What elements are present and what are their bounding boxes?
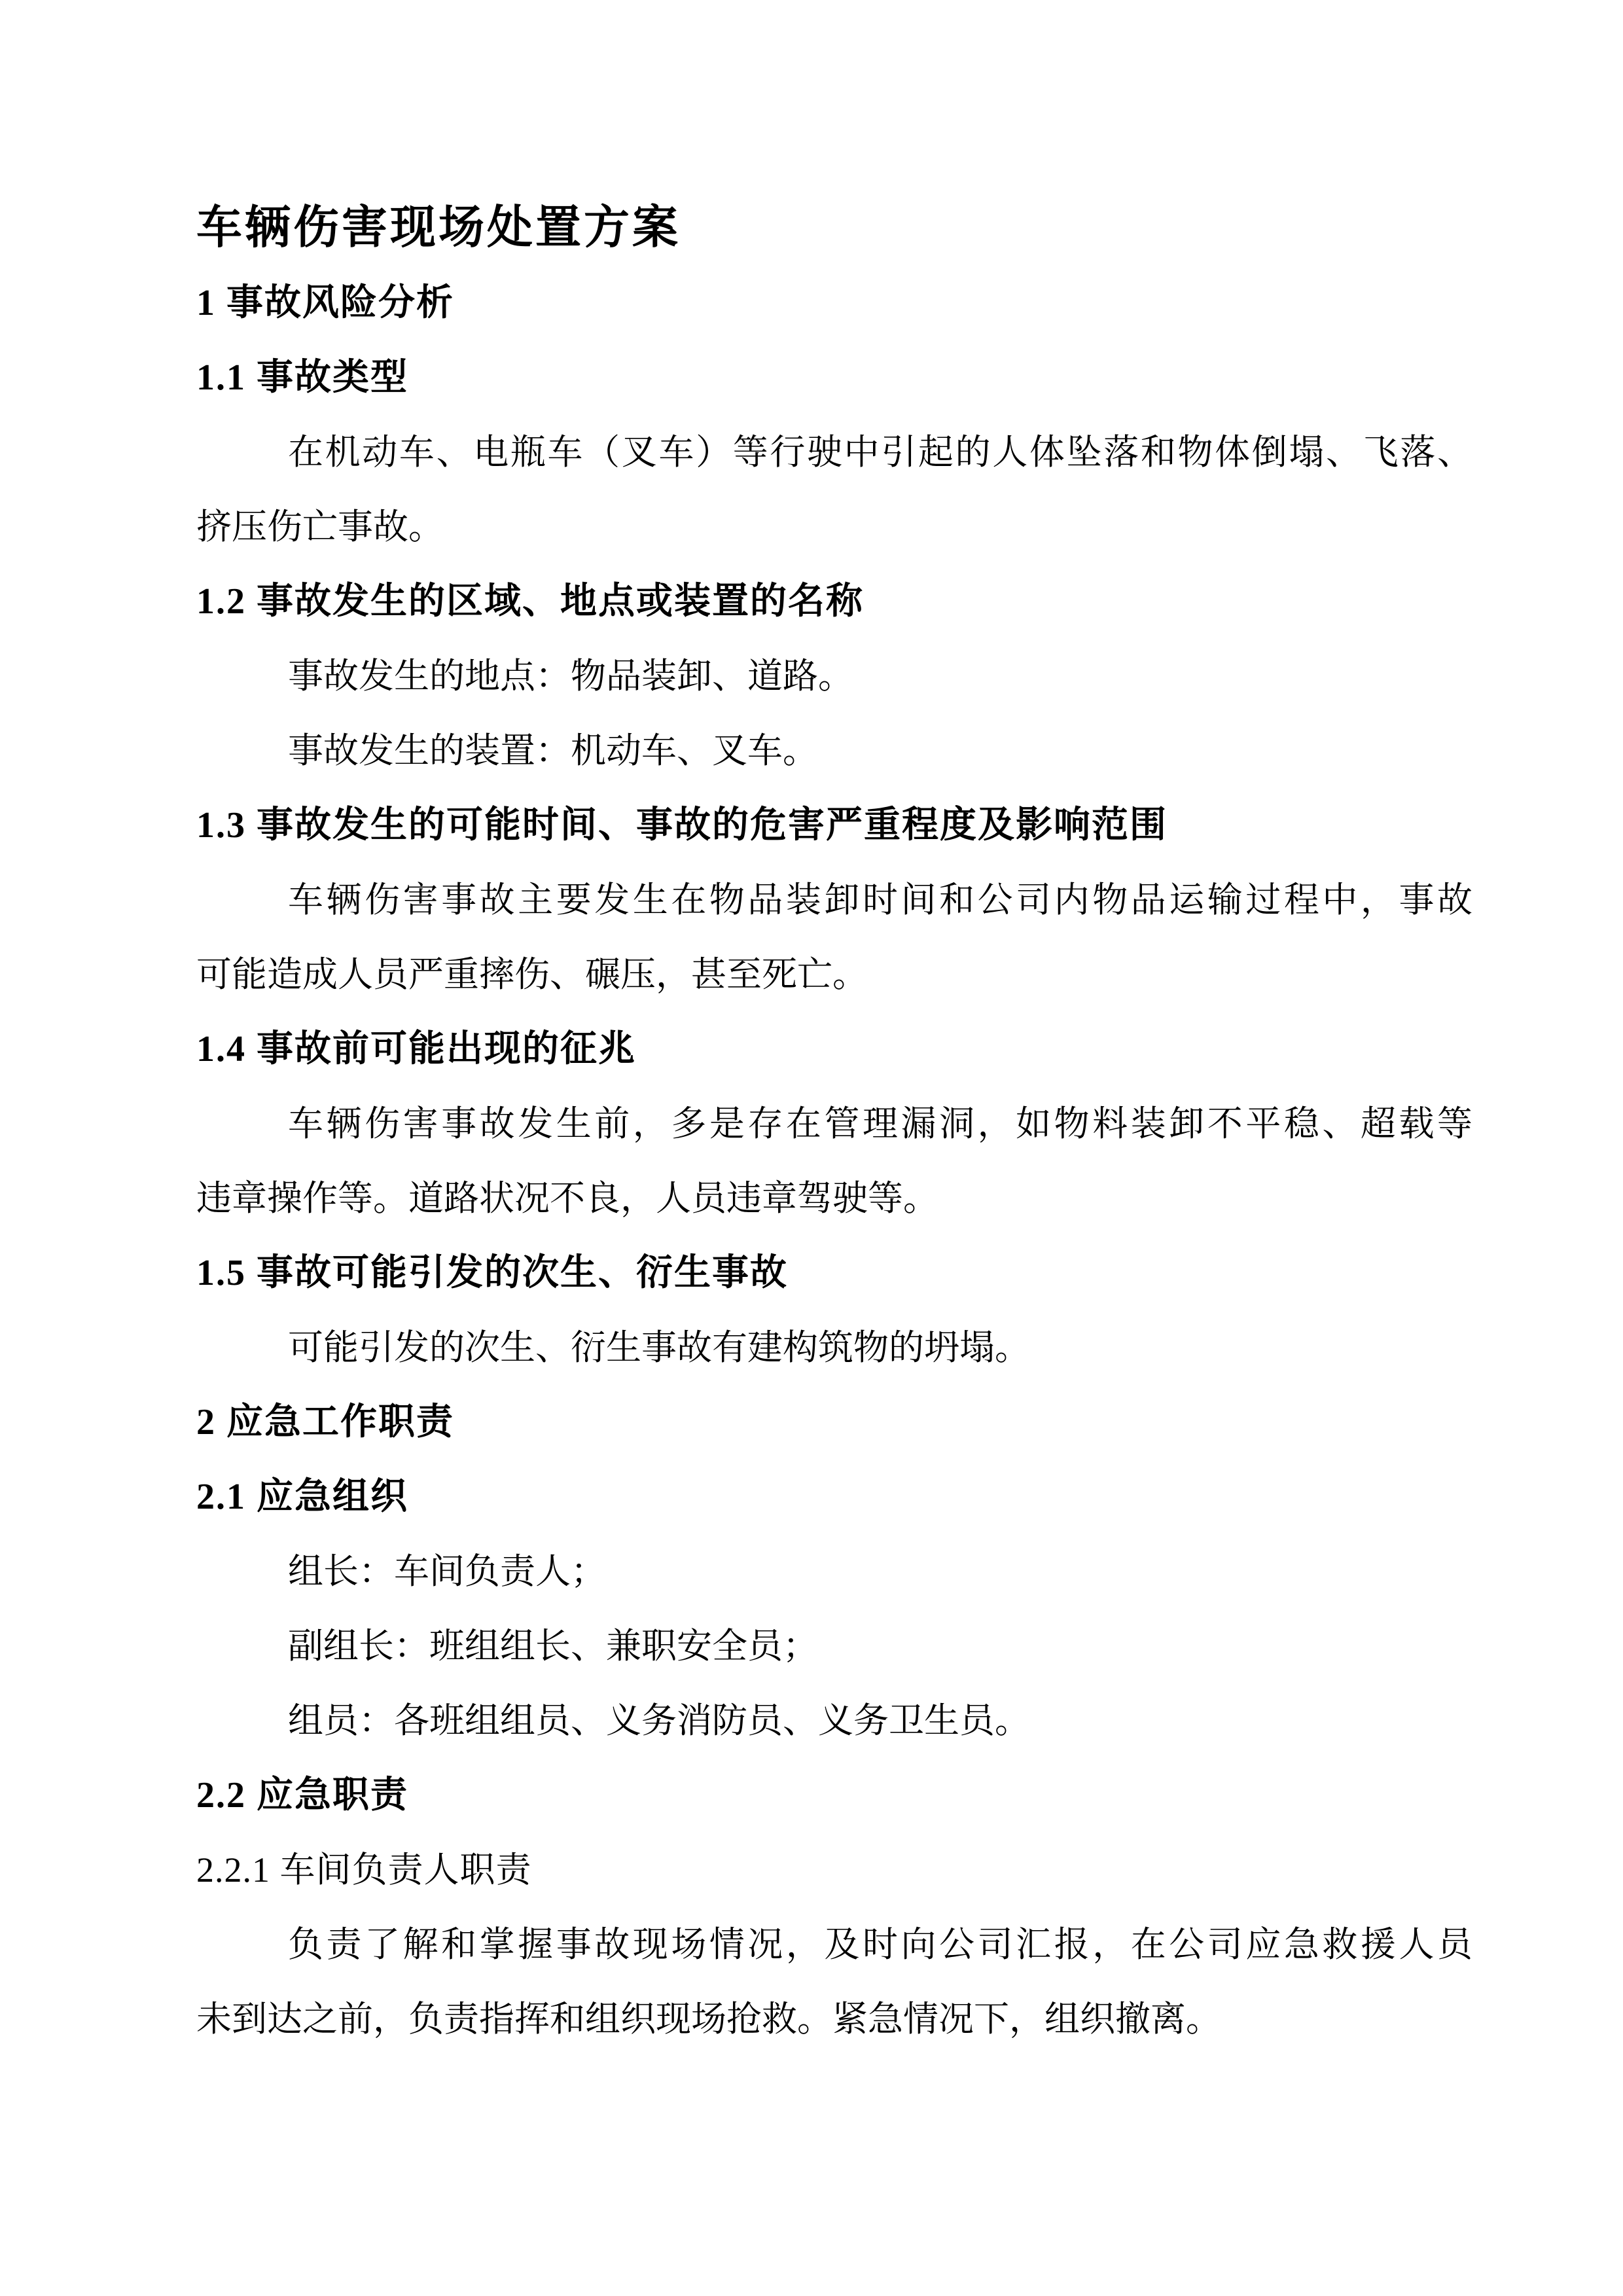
heading-2-2-1: 2.2.1 车间负责人职责: [196, 1850, 532, 1890]
heading-1-3: 1.3 事故发生的可能时间、事故的危害严重程度及影响范围: [196, 805, 1168, 846]
paragraph-line: 副组长：班组组长、兼职安全员；: [288, 1626, 818, 1666]
paragraph-line: 组员：各班组组员、义务消防员、义务卫生员。: [288, 1701, 1030, 1740]
paragraph-line: 车辆伤害事故发生前，多是存在管理漏洞，如物料装卸不平稳、超载等: [288, 1104, 1472, 1143]
heading-1-5: 1.5 事故可能引发的次生、衍生事故: [196, 1253, 788, 1293]
doc-title: 车辆伤害现场处置方案: [196, 203, 681, 253]
paragraph-line: 可能造成人员严重摔伤、碾压，甚至死亡。: [196, 955, 868, 994]
paragraph-line: 挤压伤亡事故。: [196, 507, 444, 547]
paragraph-line: 未到达之前，负责指挥和组织现场抢救。紧急情况下，组织撤离。: [196, 2000, 1221, 2039]
paragraph-line: 事故发生的地点：物品装卸、道路。: [288, 656, 853, 696]
heading-1-4: 1.4 事故前可能出现的征兆: [196, 1029, 636, 1069]
paragraph-line: 事故发生的装置：机动车、叉车。: [288, 731, 818, 770]
paragraph-line: 组长：车间负责人；: [288, 1552, 606, 1591]
heading-1-2: 1.2 事故发生的区域、地点或装置的名称: [196, 581, 864, 622]
heading-1-1: 1.1 事故类型: [196, 357, 408, 398]
heading-1: 1 事故风险分析: [196, 283, 454, 323]
paragraph-line: 负责了解和掌握事故现场情况，及时向公司汇报，在公司应急救援人员: [288, 1925, 1472, 1964]
paragraph-line: 违章操作等。道路状况不良，人员违章驾驶等。: [196, 1179, 938, 1218]
paragraph-line: 可能引发的次生、衍生事故有建构筑物的坍塌。: [288, 1328, 1030, 1367]
paragraph-line: 车辆伤害事故主要发生在物品装卸时间和公司内物品运输过程中，事故: [288, 880, 1472, 920]
heading-2: 2 应急工作职责: [196, 1402, 454, 1443]
heading-2-2: 2.2 应急职责: [196, 1775, 408, 1816]
document-content: [196, 191, 1472, 2056]
paragraph-line: 在机动车、电瓶车（叉车）等行驶中引起的人体坠落和物体倒塌、飞落、: [288, 433, 1472, 472]
heading-2-1: 2.1 应急组织: [196, 1477, 408, 1517]
